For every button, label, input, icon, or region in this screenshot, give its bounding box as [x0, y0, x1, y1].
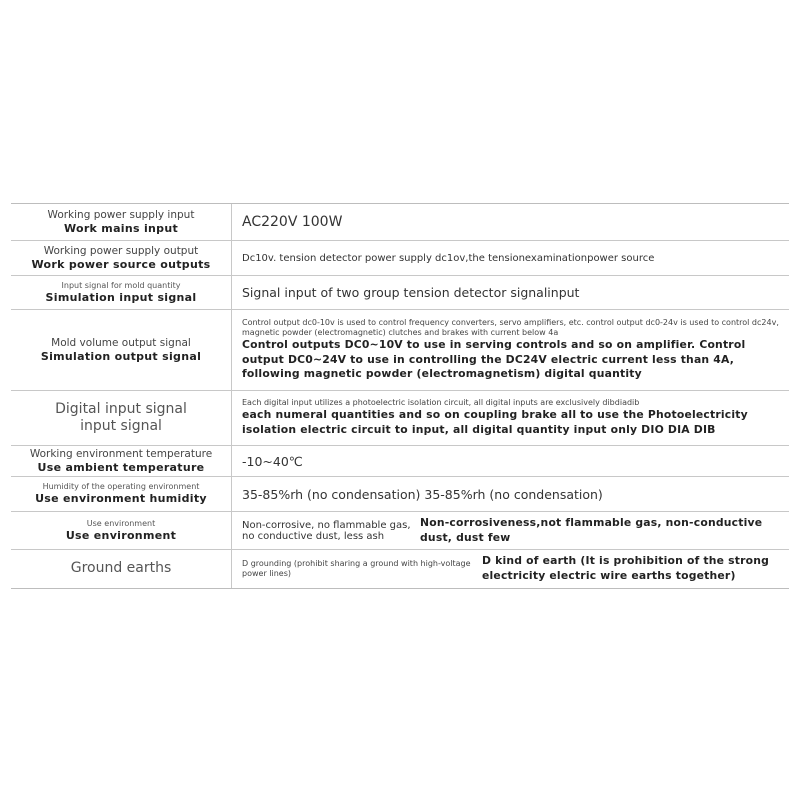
value-small-text: Control output dc0-10v is used to control frequency converters, servo amplifiers, etc. control output dc0-24v is used to control dc24v, magnetic powder (electromagnetic) clutches and brakes with current below 4a — [242, 318, 779, 338]
row-label — [11, 204, 232, 240]
label-bottom: Use environment humidity — [35, 492, 207, 506]
label-top: Working power supply output — [43, 244, 199, 257]
label-top: Humidity of the operating environment — [42, 482, 200, 492]
table-row-simulation-input — [11, 276, 789, 310]
value-text: AC220V 100W — [242, 214, 343, 230]
table-row-simulation-output — [11, 310, 789, 391]
value-text: Dc10v. tension detector power supply dc1ov,the tensionexaminationpower source — [242, 252, 655, 264]
value-right-text: Non-corrosiveness,not flammable gas, non-conductive dust, dust few — [420, 515, 763, 544]
row-value — [232, 276, 789, 309]
label-top: Working environment temperature — [29, 447, 213, 460]
label-top: Working power supply input — [47, 208, 195, 221]
row-value — [232, 446, 789, 476]
row-label — [11, 477, 232, 511]
table-row-use-environment — [11, 512, 789, 550]
row-value — [232, 512, 789, 549]
label-top: Digital input signal — [55, 400, 187, 417]
row-value — [232, 550, 789, 588]
label-bottom: input signal — [80, 418, 162, 434]
label-bottom: Use ambient temperature — [37, 460, 205, 474]
spec-table — [11, 203, 789, 589]
table-row-digital-input — [11, 391, 789, 446]
label-top: Mold volume output signal — [51, 336, 191, 349]
row-value — [232, 241, 789, 275]
row-label — [11, 241, 232, 275]
row-label — [11, 446, 232, 476]
row-value — [232, 310, 789, 390]
table-row-humidity — [11, 477, 789, 512]
label-top: Input signal for mold quantity — [61, 280, 181, 290]
table-row-power-output — [11, 241, 789, 276]
label-bottom: Work power source outputs — [31, 257, 211, 271]
label-bottom: Simulation output signal — [40, 349, 202, 363]
row-label — [11, 310, 232, 390]
value-left-text: Non-corrosive, no flammable gas, no conductive dust, less ash — [242, 519, 411, 542]
value-small-text: Each digital input utilizes a photoelectric isolation circuit, all digital inputs are exclusively dibdiadib — [242, 398, 640, 408]
row-label — [11, 512, 232, 549]
value-left-text: D grounding (prohibit sharing a ground with high-voltage power lines) — [242, 559, 471, 578]
row-label — [11, 550, 232, 588]
value-bold-text: Control outputs DC0~10V to use in serving controls and so on amplifier. Control output DC0~24V to use in controlling the DC24V electric current less than 4A, following magnetic powder (electromagnetism) digital quantity — [242, 338, 746, 381]
table-row-power-input — [11, 204, 789, 241]
table-row-ambient-temperature — [11, 446, 789, 477]
row-value — [232, 391, 789, 445]
table-row-ground-earths — [11, 550, 789, 588]
row-value — [232, 204, 789, 240]
row-label — [11, 391, 232, 445]
row-value — [232, 477, 789, 511]
label-bottom: Simulation input signal — [45, 290, 197, 304]
label-bottom: Work mains input — [63, 221, 179, 235]
value-bold-text: each numeral quantities and so on coupling brake all to use the Photoelectricity isolation electric circuit to input, all digital quantity input only DIO DIA DIB — [242, 408, 748, 436]
label-top: Use environment — [86, 518, 156, 528]
value-right-text: D kind of earth (It is prohibition of the strong electricity electric wire earths together) — [482, 554, 770, 582]
row-label — [11, 276, 232, 309]
label-bottom: Use environment — [65, 528, 177, 542]
value-text: 35-85%rh (no condensation) 35-85%rh (no condensation) — [242, 486, 603, 502]
value-text: -10~40℃ — [242, 453, 303, 469]
value-text: Signal input of two group tension detector signalinput — [242, 285, 580, 300]
label-text: Ground earths — [70, 560, 172, 577]
